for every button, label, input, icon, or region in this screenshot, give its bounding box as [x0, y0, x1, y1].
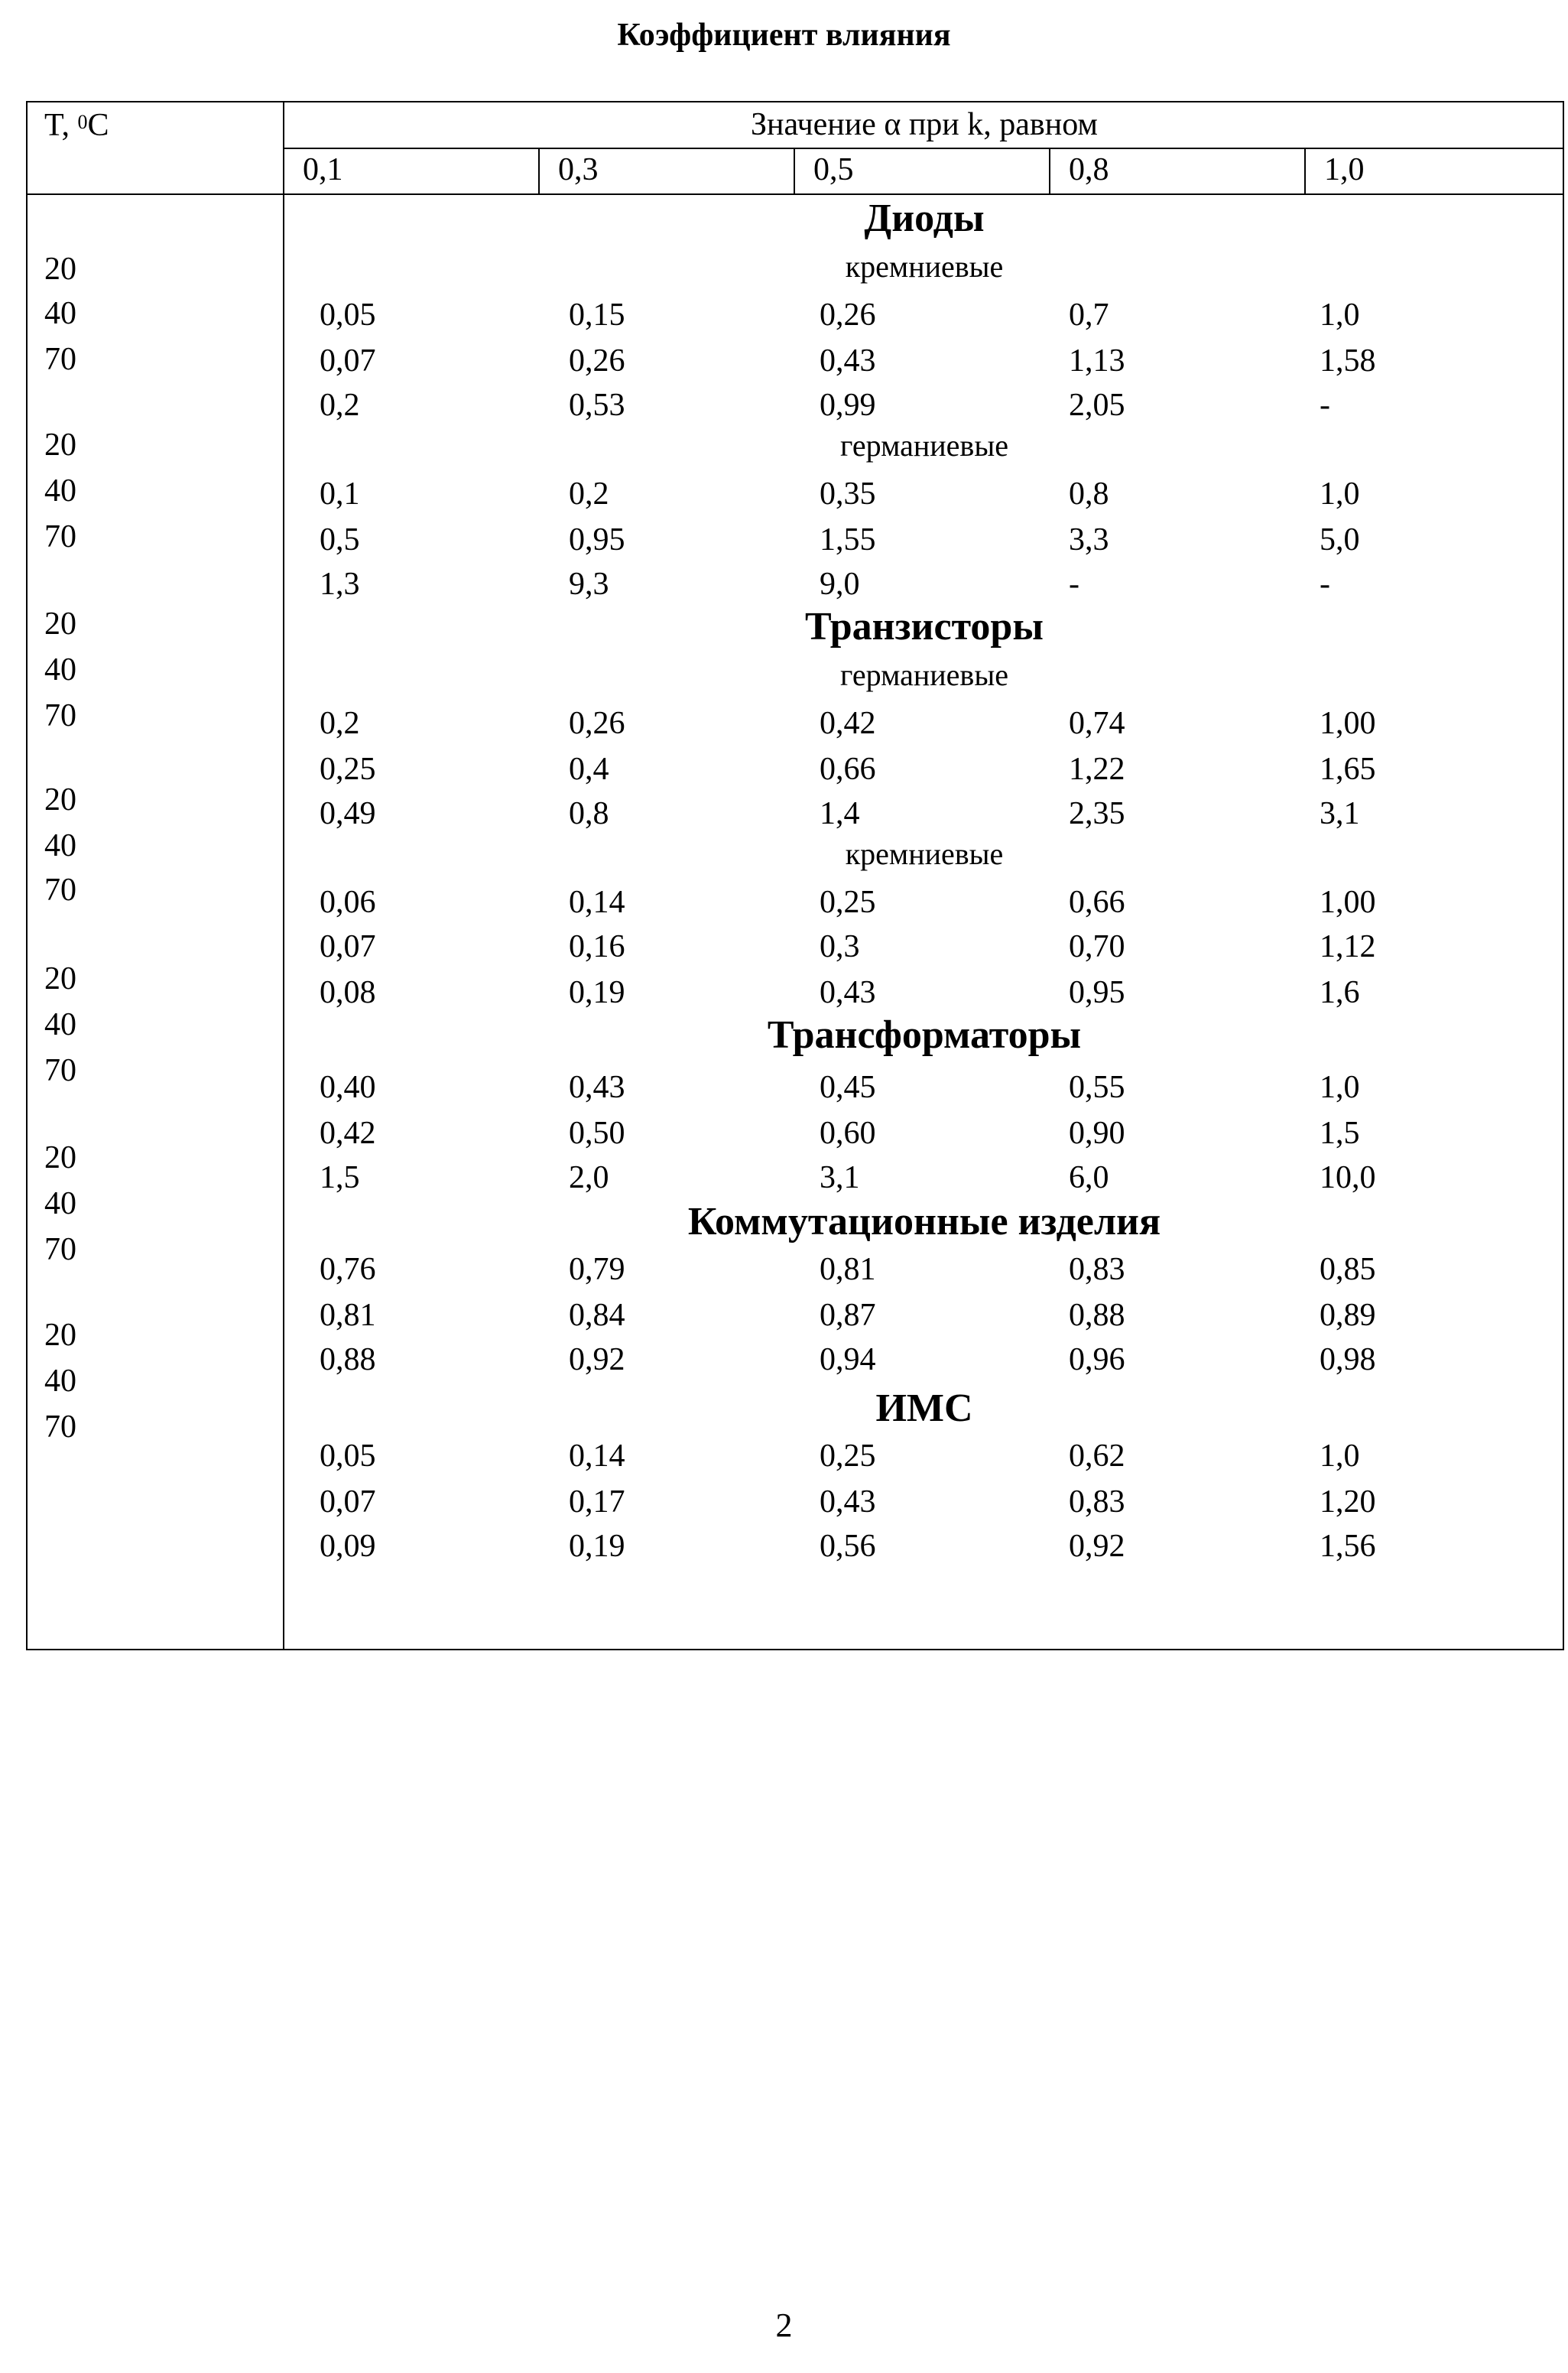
table-cell: 1,0: [1320, 297, 1360, 333]
section-title-switching-devices: Коммутационные изделия: [687, 1200, 1161, 1243]
table-cell: 0,95: [569, 522, 625, 557]
table-cell: 0,81: [320, 1298, 376, 1333]
table-cell: 0,95: [1069, 975, 1125, 1010]
table-cell: 0,05: [320, 1438, 376, 1474]
temperature-value: 20: [44, 252, 76, 287]
table-cell: 9,3: [569, 567, 609, 602]
temperature-header-unit: C: [87, 108, 109, 143]
table-cell: 1,0: [1320, 476, 1360, 512]
k-header: 0,8: [1069, 152, 1109, 187]
k-header: 0,1: [303, 152, 343, 187]
table-cell: 0,89: [1320, 1298, 1376, 1333]
table-cell: 0,15: [569, 297, 625, 333]
temperature-value: 70: [44, 1409, 76, 1445]
temperature-value: 70: [44, 519, 76, 554]
table-cell: 0,26: [569, 343, 625, 379]
subsection-title: германиевые: [840, 428, 1008, 463]
table-cell: 0,83: [1069, 1252, 1125, 1287]
header-divider-caption: [283, 148, 1564, 149]
table-cell: 0,76: [320, 1252, 376, 1287]
table-cell: 1,55: [820, 522, 876, 557]
section-title-transformers: Трансформаторы: [767, 1013, 1082, 1057]
table-cell: 2,0: [569, 1160, 609, 1195]
table-cell: 1,20: [1320, 1484, 1376, 1520]
temperature-value: 70: [44, 873, 76, 908]
table-cell: 0,17: [569, 1484, 625, 1520]
temperature-value: 20: [44, 1140, 76, 1175]
table-cell: 0,40: [320, 1070, 376, 1105]
temperature-value: 40: [44, 296, 76, 331]
table-cell: 0,45: [820, 1070, 876, 1105]
table-cell: 0,83: [1069, 1484, 1125, 1520]
table-cell: 0,94: [820, 1342, 876, 1377]
table-cell: 0,16: [569, 929, 625, 964]
table-cell: 0,84: [569, 1298, 625, 1333]
k-column-divider: [1304, 148, 1306, 195]
subsection-title: кремниевые: [845, 837, 1004, 871]
table-cell: 0,85: [1320, 1252, 1376, 1287]
temperature-value: 20: [44, 606, 76, 642]
temperature-value: 40: [44, 828, 76, 863]
table-cell: 0,42: [820, 706, 876, 741]
temperature-header-label: T,: [44, 108, 78, 143]
table-cell: 0,55: [1069, 1070, 1125, 1105]
k-header: 0,5: [813, 152, 854, 187]
table-cell: 0,42: [320, 1116, 376, 1151]
table-cell: 1,58: [1320, 343, 1376, 379]
table-cell: 0,50: [569, 1116, 625, 1151]
temperature-value: 40: [44, 652, 76, 688]
table-cell: 0,88: [320, 1342, 376, 1377]
k-column-divider: [1049, 148, 1050, 195]
table-cell: 0,79: [569, 1252, 625, 1287]
table-cell: 0,14: [569, 885, 625, 920]
table-cell: 0,66: [1069, 885, 1125, 920]
table-cell: 0,19: [569, 1529, 625, 1564]
temperature-value: 20: [44, 427, 76, 463]
table-cell: -: [1320, 567, 1330, 602]
k-header: 1,0: [1324, 152, 1365, 187]
k-column-divider: [794, 148, 795, 195]
table-cell: 1,12: [1320, 929, 1376, 964]
temperature-value: 70: [44, 698, 76, 733]
table-cell: 9,0: [820, 567, 860, 602]
table-cell: 0,09: [320, 1529, 376, 1564]
table-cell: 0,8: [1069, 476, 1109, 512]
table-cell: 0,43: [569, 1070, 625, 1105]
temperature-value: 20: [44, 1318, 76, 1353]
table-cell: 0,2: [320, 388, 360, 423]
temperature-value: 40: [44, 1007, 76, 1042]
temperature-value: 70: [44, 1053, 76, 1088]
table-cell: 1,56: [1320, 1529, 1376, 1564]
table-cell: 0,7: [1069, 297, 1109, 333]
table-cell: 1,0: [1320, 1438, 1360, 1474]
table-cell: 0,49: [320, 796, 376, 831]
table-cell: 5,0: [1320, 522, 1360, 557]
temperature-value: 40: [44, 473, 76, 509]
section-title-diodes: Диоды: [864, 197, 985, 240]
table-cell: 1,4: [820, 796, 860, 831]
table-cell: 0,62: [1069, 1438, 1125, 1474]
table-cell: 6,0: [1069, 1160, 1109, 1195]
table-cell: 1,65: [1320, 752, 1376, 787]
table-cell: 0,56: [820, 1529, 876, 1564]
subsection-title: кремниевые: [845, 249, 1004, 284]
table-cell: 1,13: [1069, 343, 1125, 379]
table-cell: 0,98: [1320, 1342, 1376, 1377]
table-cell: 0,1: [320, 476, 360, 512]
k-column-divider: [538, 148, 540, 195]
table-cell: 0,26: [820, 297, 876, 333]
k-header: 0,3: [558, 152, 599, 187]
table-cell: 0,3: [820, 929, 860, 964]
table-cell: 0,25: [320, 752, 376, 787]
header-divider-bottom: [26, 193, 1564, 195]
page-number: 2: [775, 2306, 793, 2344]
table-cell: 0,8: [569, 796, 609, 831]
table-cell: 0,5: [320, 522, 360, 557]
table-cell: 3,1: [820, 1160, 860, 1195]
table-cell: 1,0: [1320, 1070, 1360, 1105]
table-cell: 1,00: [1320, 706, 1376, 741]
table-cell: 0,66: [820, 752, 876, 787]
table-cell: 0,08: [320, 975, 376, 1010]
table-cell: 1,5: [1320, 1116, 1360, 1151]
table-cell: 3,1: [1320, 796, 1360, 831]
table-cell: 0,87: [820, 1298, 876, 1333]
temperature-value: 20: [44, 782, 76, 818]
table-cell: 0,43: [820, 975, 876, 1010]
table-cell: 1,6: [1320, 975, 1360, 1010]
table-cell: 0,07: [320, 1484, 376, 1520]
table-cell: 0,14: [569, 1438, 625, 1474]
table-cell: 0,88: [1069, 1298, 1125, 1333]
table-cell: 3,3: [1069, 522, 1109, 557]
table-cell: 1,5: [320, 1160, 360, 1195]
table-cell: -: [1069, 567, 1079, 602]
table-cell: 2,05: [1069, 388, 1125, 423]
temperature-value: 40: [44, 1364, 76, 1399]
table-cell: 0,25: [820, 885, 876, 920]
table-cell: 0,99: [820, 388, 876, 423]
table-cell: 0,2: [320, 706, 360, 741]
page-title: Коэффициент влияния: [617, 18, 951, 53]
table-cell: 0,43: [820, 343, 876, 379]
temperature-header: [44, 107, 109, 144]
table-cell: 0,06: [320, 885, 376, 920]
section-title-transistors: Транзисторы: [805, 605, 1044, 649]
table-cell: 0,60: [820, 1116, 876, 1151]
temperature-value: 70: [44, 1232, 76, 1267]
value-header: Значение α при k, равном: [750, 107, 1099, 142]
table-cell: 1,22: [1069, 752, 1125, 787]
table-cell: 0,92: [569, 1342, 625, 1377]
table-cell: -: [1320, 388, 1330, 423]
table-cell: 0,2: [569, 476, 609, 512]
table-cell: 0,81: [820, 1252, 876, 1287]
table-cell: 0,96: [1069, 1342, 1125, 1377]
table-cell: 0,07: [320, 343, 376, 379]
table-cell: 0,74: [1069, 706, 1125, 741]
table-cell: 10,0: [1320, 1160, 1376, 1195]
table-cell: 0,25: [820, 1438, 876, 1474]
table-cell: 2,35: [1069, 796, 1125, 831]
temperature-value: 70: [44, 342, 76, 377]
table-cell: 1,00: [1320, 885, 1376, 920]
degree-superscript: 0: [77, 111, 88, 133]
table-cell: 0,43: [820, 1484, 876, 1520]
section-title-ics: ИМС: [875, 1386, 973, 1430]
table-cell: 0,19: [569, 975, 625, 1010]
temperature-value: 40: [44, 1186, 76, 1221]
table-cell: 0,70: [1069, 929, 1125, 964]
table-cell: 0,05: [320, 297, 376, 333]
table-cell: 0,53: [569, 388, 625, 423]
table-cell: 1,3: [320, 567, 360, 602]
table-cell: 0,4: [569, 752, 609, 787]
table-cell: 0,26: [569, 706, 625, 741]
subsection-title: германиевые: [840, 658, 1008, 692]
temperature-value: 20: [44, 961, 76, 996]
table-cell: 0,35: [820, 476, 876, 512]
table-cell: 0,90: [1069, 1116, 1125, 1151]
table-cell: 0,07: [320, 929, 376, 964]
table-cell: 0,92: [1069, 1529, 1125, 1564]
